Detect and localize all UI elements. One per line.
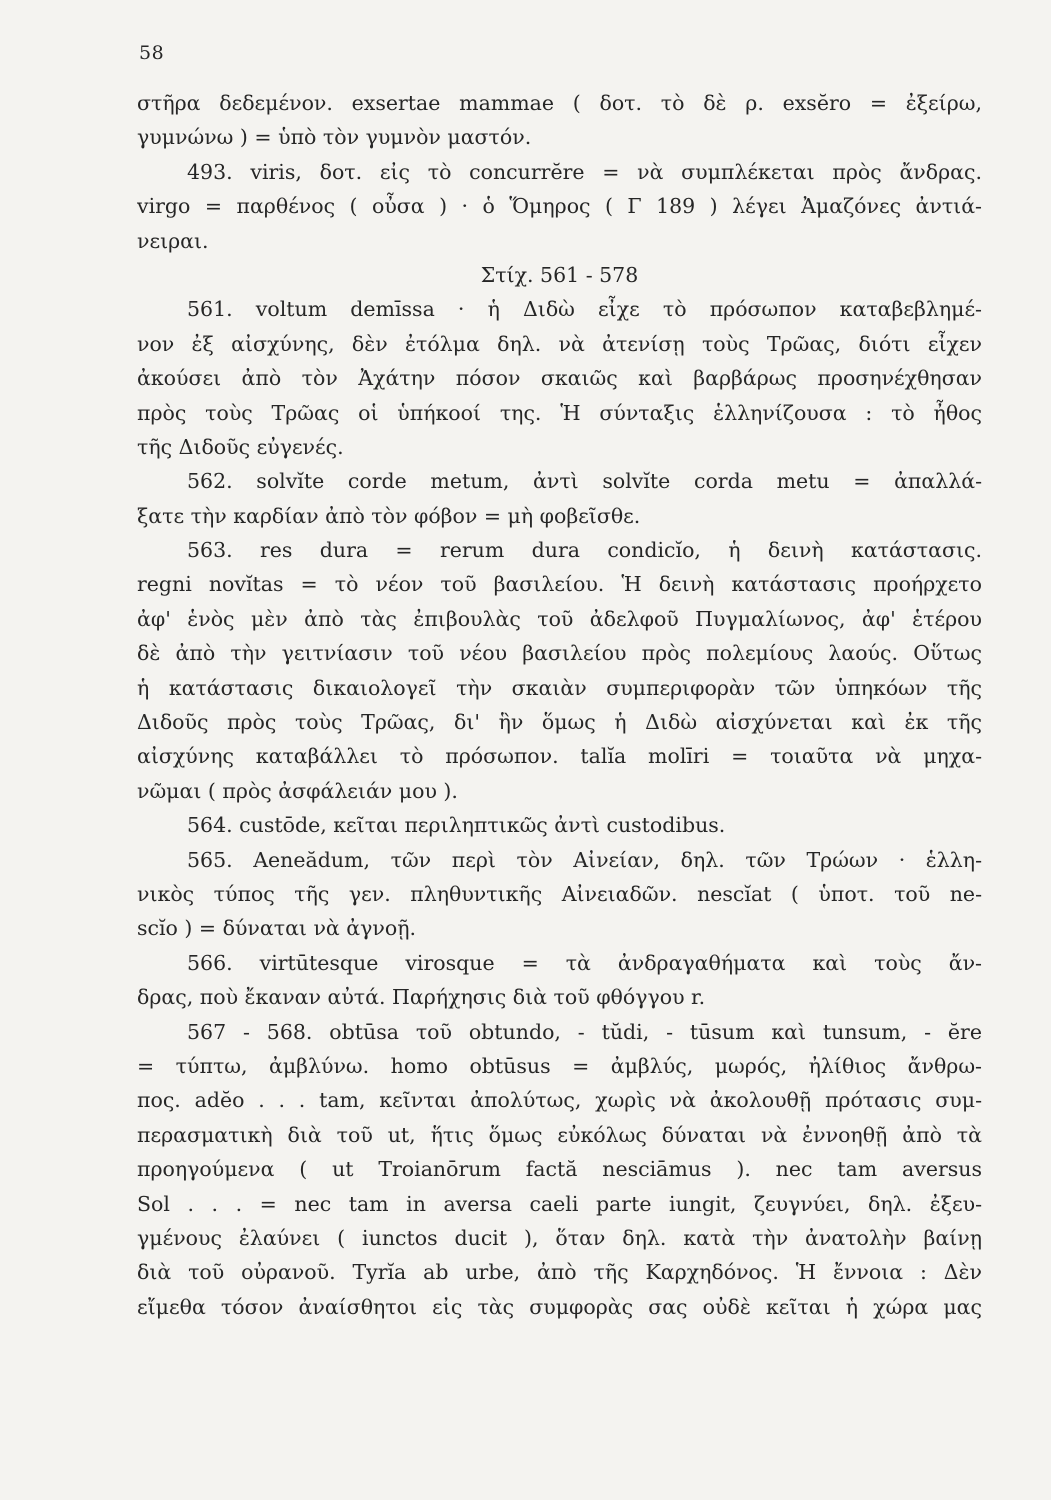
text-line: 561. voltum demīssa · ἡ Διδὼ εἶχε τὸ πρόσωπον καταβεβλημέ- <box>187 297 982 322</box>
text-line: ἀφ' ἑνὸς μὲν ἀπὸ τὰς ἐπιβουλὰς τοῦ ἀδελφοῦ Πυγμαλίωνος, ἀφ' ἑτέρου <box>137 606 982 631</box>
text-line: ξατε τὴν καρδίαν ἀπὸ τὸν φόβον = μὴ φοβεῖσθε. <box>137 503 641 528</box>
text-line: 564. custōde, κεῖται περιληπτικῶς ἀντὶ custodibus. <box>187 813 726 838</box>
text-line: νειραι. <box>137 228 209 253</box>
text-line: 493. viris, δοτ. εἰς τὸ concurrĕre = νὰ συμπλέκεται πρὸς ἄνδρας. <box>187 159 982 184</box>
text-line: νικὸς τύπος τῆς γεν. πληθυντικῆς Αἰνειαδῶν. nescĭat ( ὑποτ. τοῦ ne- <box>137 881 982 906</box>
text-line: 563. res dura = rerum dura condicĭo, ἡ δεινὴ κατάστασις. <box>187 538 982 563</box>
text-line: διὰ τοῦ οὐρανοῦ. Tyrĭa ab urbe, ἀπὸ τῆς Καρχηδόνος. Ἡ ἔννοια : Δὲν <box>137 1260 982 1285</box>
text-line: δρας, ποὺ ἔκαναν αὐτά. Παρήχησις διὰ τοῦ φθόγγου r. <box>137 985 706 1010</box>
text-line: τῆς Διδοῦς εὐγενές. <box>137 434 344 459</box>
text-line: πρὸς τοὺς Τρῶας οἱ ὑπήκοοί της. Ἡ σύνταξις ἑλληνίζουσα : τὸ ἦθος <box>137 400 982 425</box>
text-line: 565. Aeneădum, τῶν περὶ τὸν Αἰνείαν, δηλ. τῶν Τρώων · ἑλλη- <box>187 847 982 872</box>
text-line: γμένους ἐλαύνει ( iunctos ducit ), ὅταν δηλ. κατὰ τὴν ἀνατολὴν βαίνῃ <box>137 1225 982 1250</box>
text-line: προηγούμενα ( ut Troianōrum factă nesciāmus ). nec tam aversus <box>137 1157 982 1182</box>
text-line: στῆρα δεδεμένον. exsertae mammae ( δοτ. τὸ δὲ ρ. exsĕro = ἐξείρω, <box>137 91 982 115</box>
section-heading: Στίχ. 561 - 578 <box>480 262 639 287</box>
text-line: περασματικὴ διὰ τοῦ ut, ἥτις ὅμως εὐκόλως δύναται νὰ ἐννοηθῇ ἀπὸ τὰ <box>137 1122 982 1147</box>
text-line: virgo = παρθένος ( οὖσα ) · ὁ Ὅμηρος ( Γ 189 ) λέγει Ἀμαζόνες ἀντιά- <box>137 194 982 219</box>
text-line: ἀκούσει ἀπὸ τὸν Ἀχάτην πόσον σκαιῶς καὶ βαρβάρως προσηνέχθησαν <box>137 366 982 391</box>
text-line: 567 - 568. obtūsa τοῦ obtundo, - tŭdi, - tūsum καὶ tunsum, - ĕre <box>187 1019 982 1044</box>
text-line: regni novĭtas = τὸ νέον τοῦ βασιλείου. Ἡ δεινὴ κατάστασις προήρχετο <box>137 572 982 597</box>
commentary-text <box>137 86 982 1324</box>
text-line: εἴμεθα τόσον ἀναίσθητοι εἰς τὰς συμφορὰς σας οὐδὲ κεῖται ἡ χώρα μας <box>137 1294 982 1319</box>
text-line: δὲ ἀπὸ τὴν γειτνίασιν τοῦ νέου βασιλείου πρὸς πολεμίους λαούς. Οὕτως <box>137 641 982 666</box>
text-line: ἡ κατάστασις δικαιολογεῖ τὴν σκαιὰν συμπεριφορὰν τῶν ὑπηκόων τῆς <box>137 675 982 700</box>
text-line: νῶμαι ( πρὸς ἀσφάλειάν μου ). <box>137 778 458 803</box>
text-line: νον ἐξ αἰσχύνης, δὲν ἐτόλμα δηλ. νὰ ἀτενίσῃ τοὺς Τρῶας, διότι εἶχεν <box>137 331 982 356</box>
text-line: αἰσχύνης καταβάλλει τὸ πρόσωπον. talĭa molīri = τοιαῦτα νὰ μηχα- <box>137 744 982 769</box>
page-number: 58 <box>139 42 165 64</box>
text-line: Διδοῦς πρὸς τοὺς Τρῶας, δι' ἣν ὅμως ἡ Διδὼ αἰσχύνεται καὶ ἐκ τῆς <box>137 710 982 735</box>
text-line: Sol . . . = nec tam in aversa caeli parte iungit, ζευγνύει, δηλ. ἐξευ- <box>137 1191 982 1216</box>
text-line: = τύπτω, ἀμβλύνω. homo obtūsus = ἀμβλύς, μωρός, ἠλίθιος ἄνθρω- <box>137 1053 982 1078</box>
text-line: γυμνώνω ) = ὑπὸ τὸν γυμνὸν μαστόν. <box>137 125 532 150</box>
text-line: scĭo ) = δύναται νὰ ἀγνοῇ. <box>137 916 416 941</box>
text-line: 562. solvĭte corde metum, ἀντὶ solvĭte corda metu = ἀπαλλά- <box>187 469 982 494</box>
text-line: πος. adĕo . . . tam, κεῖνται ἀπολύτως, χωρὶς νὰ ἀκολουθῇ πρότασις συμ- <box>137 1088 982 1113</box>
text-line: 566. virtūtesque virosque = τὰ ἀνδραγαθήματα καὶ τοὺς ἄν- <box>187 950 982 975</box>
